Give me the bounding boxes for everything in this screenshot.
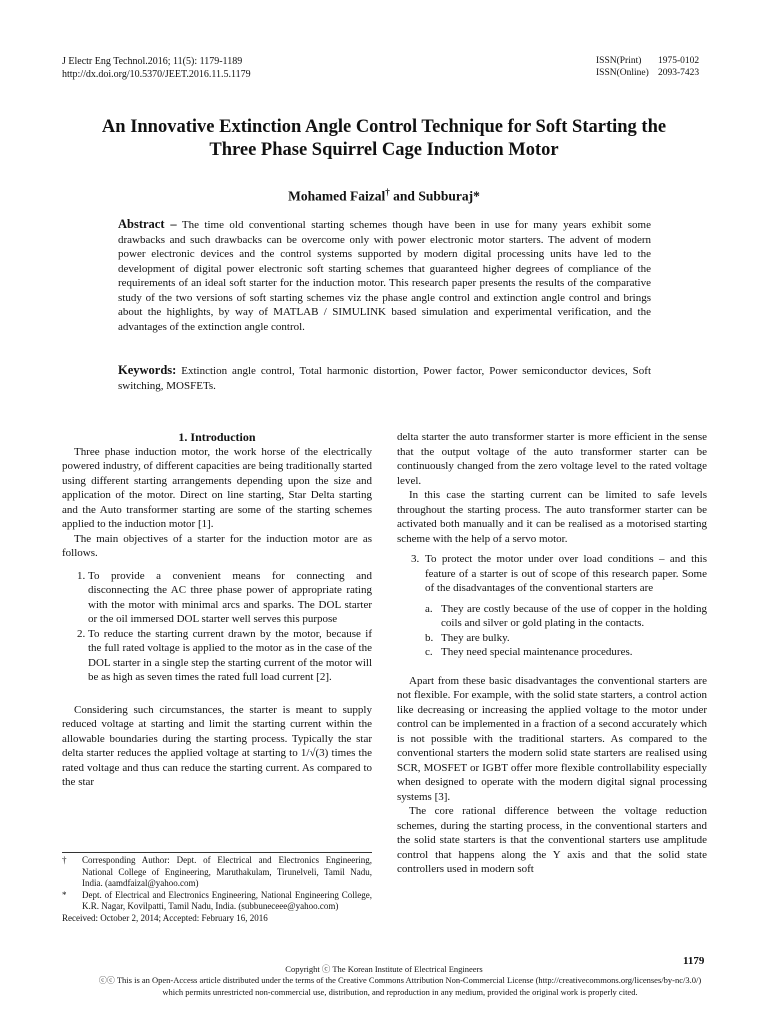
right-paragraph-1: delta starter the auto transformer starter is more efficient in the sense that the output voltage of the auto transformer starter can be continuously changed from the zero voltage level to the rated voltage level. — [397, 431, 707, 487]
issn-print-value: 1975-0102 — [658, 56, 700, 66]
section-heading-introduction: 1. Introduction — [178, 430, 256, 444]
objectives-list — [62, 569, 372, 685]
footnote — [62, 890, 372, 913]
objective-3-number: 3. — [411, 553, 420, 565]
intro-paragraph-3: Considering such circumstances, the starter is meant to supply reduced voltage at starting and limit the starting current within the allowable boundaries during the starting process. Typically the star delta starter reduces the applied voltage at starting to 1/√(3) times the rated voltage and thus can reduce the starting current. As compared to the star — [62, 703, 372, 788]
issn-online-value: 2093-7423 — [658, 68, 700, 78]
license-notice — [90, 975, 710, 997]
footnote-mark: * — [62, 889, 67, 900]
list-marker: c. — [425, 646, 433, 658]
abstract — [118, 217, 651, 334]
right-paragraph-3: Apart from these basic disadvantages the conventional starters are not flexible. For example, with the solid state starters, a control action like decreasing or increasing the applied voltage to the motor under control can be implemented in a fraction of a second accurately which is not possible with the traditional starters. As compared to the conventional starters the modern solid state starters are realised using SCR, MOSFET or IGBT offer more flexible controllability especially when designed to operate with the modern digital signal processing systems [3]. — [397, 674, 707, 803]
doi-link[interactable]: http://dx.doi.org/10.5370/JEET.2016.11.5.1179 — [62, 69, 251, 80]
list-item — [425, 645, 707, 660]
footnote-text: Corresponding Author: Dept. of Electrical and Electronics Engineering, National College of Engineering, Maruthakulam, Tirunelveli, Tamil Nadu, India. (aamdfaizal@yahoo.com) — [82, 855, 372, 888]
paper-title — [40, 116, 728, 162]
right-column — [397, 430, 707, 877]
footnote — [62, 855, 372, 890]
right-paragraph-2: In this case the starting current can be limited to safe levels throughout the starting process. The auto transformer starter can be activated both manually and it can be realised as a motorised starting scheme with the help of a servo motor. — [397, 489, 707, 545]
corresponding-mark: † — [385, 187, 390, 197]
title-line-1: An Innovative Extinction Angle Control Technique for Soft Starting the — [101, 117, 667, 137]
list-text: They need special maintenance procedures. — [441, 646, 633, 658]
list-marker: a. — [425, 602, 433, 615]
list-marker: b. — [425, 631, 434, 644]
copyright-line: Copyright ⓒ The Korean Institute of Electrical Engineers — [285, 964, 483, 974]
abstract-label: Abstract – — [118, 217, 177, 231]
creative-commons-icon: ⓒⓒ — [98, 976, 115, 985]
list-text: They are bulky. — [441, 631, 510, 644]
left-column — [62, 430, 372, 790]
abstract-text: The time old conventional starting schemes though have been in use for many years exhibit some drawbacks and such drawbacks can be overcome only with power electronic motor starters. The advent of modern power electronic devices and the control systems supported by modern digital processing units have led to the development of digital power electronic soft starting schemes that guaranteed higher degrees of compliance of the requirements of an ideal soft starter for the induction motor. This research paper presents the results of the comparative study of the two versions of soft starting schemes viz the phase angle control and extinction angle control and brings about the highlights, by way of MATLAB / SIMULINK based simulation and experimental verification, and the advantages of the extinction angle control. — [118, 219, 651, 333]
list-item: 1. To provide a convenient means for connecting and disconnecting the AC three phase power of appropriate rating with the motor with minimal arcs and sparks. The DOL starter or the oil immersed DOL starter well serves this purpose — [88, 569, 372, 627]
disadvantages-list — [425, 602, 707, 660]
author-list — [0, 187, 768, 205]
right-paragraph-4: The core rational difference between the voltage reduction schemes, during the starting process, in the conventional starters and the solid state starters is that the conventional starters use amplitude control that happens along the Y axis and that the solid state controllers used in modern soft — [397, 805, 707, 875]
objective-3-text: To protect the motor under over load conditions – and this feature of a starter is out of scope of this research paper. Some of the disadvantages of the conventional starters are — [425, 553, 707, 594]
footnotes — [62, 855, 372, 924]
author-2: Subburaj* — [418, 188, 480, 204]
keywords-text: Extinction angle control, Total harmonic distortion, Power factor, Power semiconductor devices, Soft switching, MOSFETs. — [118, 365, 651, 392]
intro-paragraph-2: The main objectives of a starter for the induction motor are as follows. — [62, 532, 372, 559]
journal-citation: J Electr Eng Technol.2016; 11(5): 1179-1189 — [62, 56, 243, 67]
list-item — [425, 602, 707, 631]
author-joiner: and — [389, 188, 419, 204]
page-number: 1179 — [683, 955, 705, 967]
license-text: This is an Open-Access article distributed under the terms of the Creative Commons Attribution Non-Commercial License (http://creativecommons.org/licenses/by-nc/3.0/) which permits unrestricted non-commercial use, distribution, and reproduction in any medium, provided the original work is properly cited. — [116, 975, 702, 997]
intro-paragraph-1: Three phase induction motor, the work horse of the electrically powered industry, of different capacities are being traditionally started using different starting arrangements depending upon the size and application of the motor. Direct on line starting, Star Delta starting and the Auto transformer starting are some of the starting schemes applied to the induction motor [1]. — [62, 445, 372, 530]
keywords — [118, 363, 651, 393]
footnote-mark: † — [62, 855, 67, 865]
list-item — [425, 631, 707, 646]
footnote-text: Dept. of Electrical and Electronics Engineering, National Engineering College, K.R. Nagar, Kovilpatti, Tamil Nadu, India. (subbuneceee@yahoo.com) — [82, 889, 372, 911]
objective-3 — [411, 552, 707, 596]
issn-online-label: ISSN(Online) — [596, 68, 649, 78]
list-text: They are costly because of the use of copper in the holding coils and silver or gold plating in the contacts. — [441, 602, 707, 629]
received-dates: Received: October 2, 2014; Accepted: February 16, 2016 — [62, 912, 268, 923]
list-item: 2. To reduce the starting current drawn by the motor, because if the full rated voltage is applied to the motor as in the case of the DOL starter in a single step the starting current of the motor will be as high as seven times the rated full load current [2]. — [88, 627, 372, 685]
keywords-label: Keywords: — [118, 363, 177, 377]
title-line-2: Three Phase Squirrel Cage Induction Motor — [209, 140, 559, 160]
issn-block — [596, 55, 699, 79]
journal-header — [62, 55, 251, 81]
footnote-divider — [62, 852, 372, 853]
author-1: Mohamed Faizal — [288, 188, 386, 204]
issn-print-label: ISSN(Print) — [596, 56, 642, 66]
